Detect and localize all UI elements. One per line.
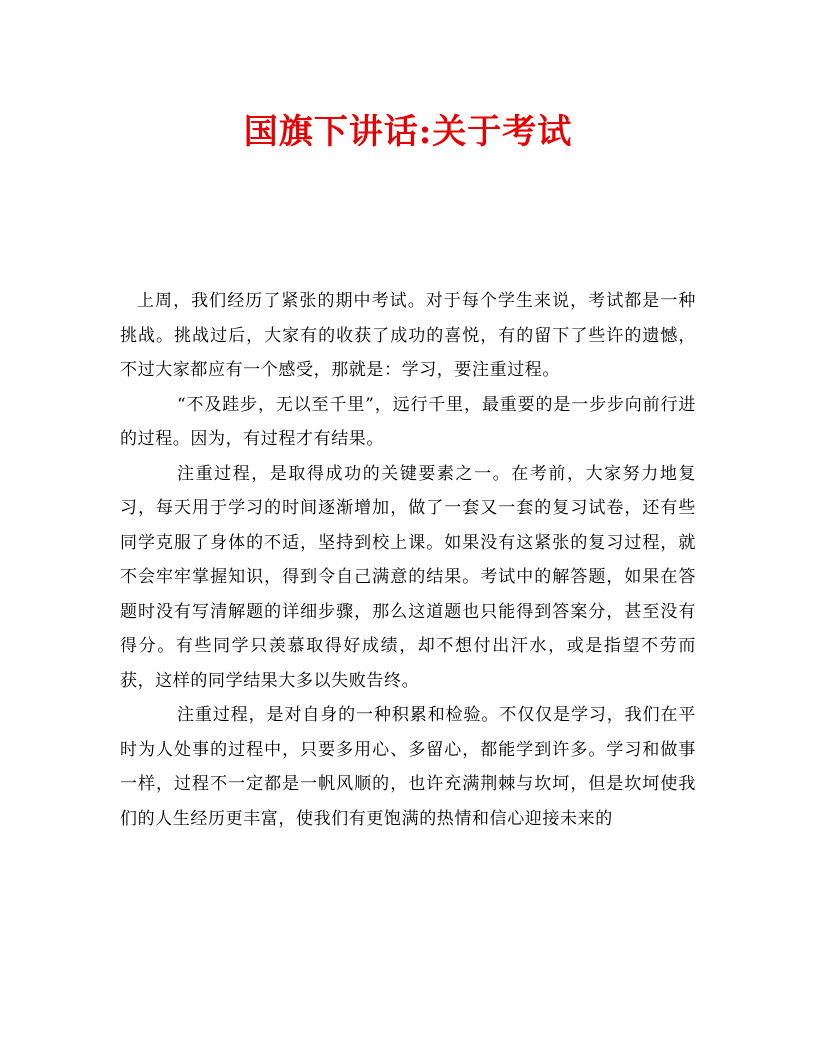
document-body <box>120 284 696 836</box>
paragraph-4: 注重过程，是对自身的一种积累和检验。不仅仅是学习，我们在平时为人处事的过程中，只要多用心、多留心，都能学到许多。学习和做事一样，过程不一定都是一帆风顺的，也许充满荆棘与坎坷，但是坎坷使我们的人生经历更丰富，使我们有更饱满的热情和信心迎接未来的 <box>120 705 696 829</box>
document-title: 国旗下讲话:关于考试 <box>243 112 573 152</box>
paragraph-3: 注重过程，是取得成功的关键要素之一。在考前，大家努力地复习，每天用于学习的时间逐渐增加，做了一套又一套的复习试卷，还有些同学克服了身体的不适，坚持到校上课。如果没有这紧张的复习过程，就不会牢牢掌握知识，得到令自己满意的结果。考试中的解答题，如果在答题时没有写清解题的详细步骤，那么这道题也只能得到答案分，甚至没有得分。有些同学只羡慕取得好成绩，却不想付出汗水，或是指望不劳而获，这样的同学结果大多以失败告终。 <box>120 463 696 691</box>
paragraph-2: “不及跬步，无以至千里”，远行千里，最重要的是一步步向前行进的过程。因为，有过程才有结果。 <box>120 394 696 449</box>
paragraph-1: 上周，我们经历了紧张的期中考试。对于每个学生来说，考试都是一种挑战。挑战过后，大家有的收获了成功的喜悦，有的留下了些许的遗憾，不过大家都应有一个感受，那就是：学习，要注重过程。 <box>120 291 696 380</box>
